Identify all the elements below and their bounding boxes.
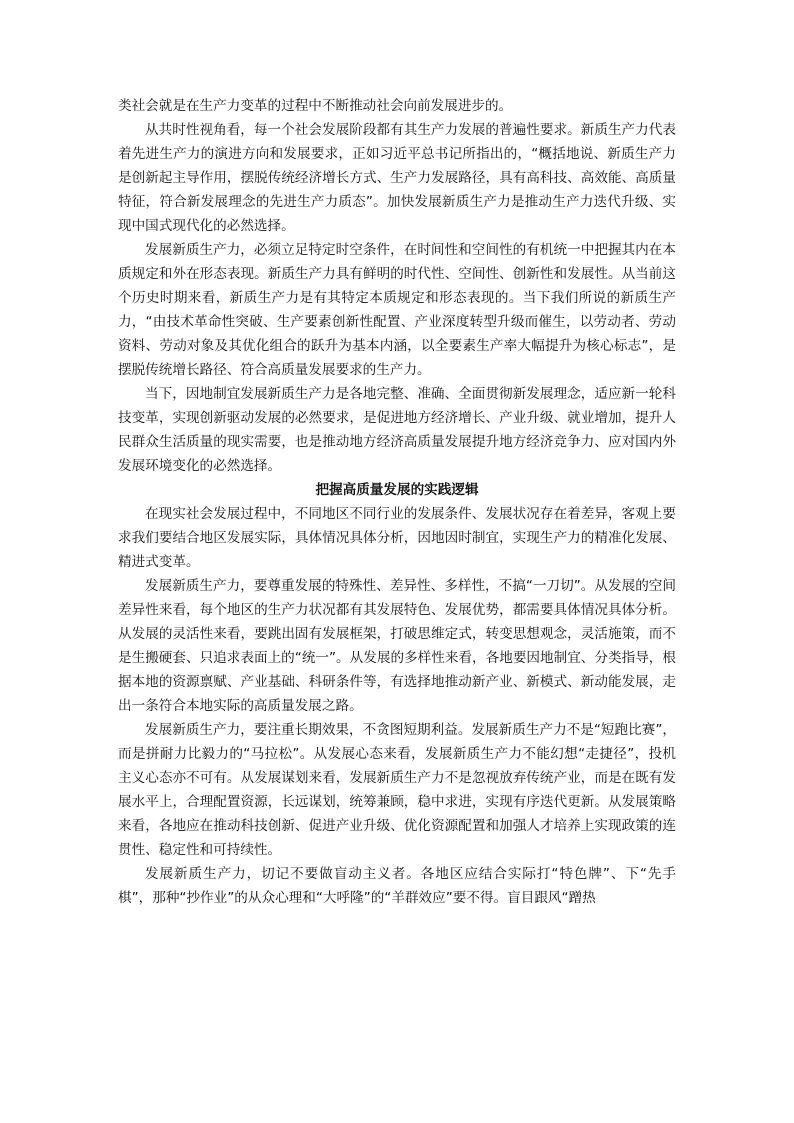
paragraph: 当下，因地制宜发展新质生产力是各地完整、准确、全面贯彻新发展理念，适应新一轮科技变革，实现创新驱动发展的必然要求，是促进地方经济增长、产业升级、就业增加，提升人民群众生活质量的现实需要，也是推动地方经济高质量发展提升地方经济竞争力、应对国内外发展环境变化的必然选择。 (118, 386, 676, 474)
paragraph-continuation: 类社会就是在生产力变革的过程中不断推动社会向前发展进步的。 (118, 98, 513, 114)
section-heading: 把握高质量发展的实践逻辑 (315, 482, 479, 498)
paragraph: 从共时性视角看，每一个社会发展阶段都有其生产力发展的普遍性要求。新质生产力代表着先进生产力的演进方向和发展要求，正如习近平总书记所指出的，“概括地说、新质生产力是创新起主导作用，摆脱传统经济增长方式、生产力发展路径，具有高科技、高效能、高质量特征，符合新发展理念的先进生产力质态”。加快发展新质生产力是推动生产力迭代升级、实现中国式现代化的必然选择。 (118, 122, 676, 234)
document-page (118, 94, 676, 910)
paragraph: 在现实社会发展过程中，不同地区不同行业的发展条件、发展状况存在着差异，客观上要求我们要结合地区发展实际，具体情况具体分析，因地因时制宜，实现生产力的精准化发展、精进式变革。 (118, 506, 676, 570)
paragraph: 发展新质生产力，要尊重发展的特殊性、差异性、多样性，不搞“一刀切”。从发展的空间差异性来看，每个地区的生产力状况都有其发展特色、发展优势，都需要具体情况具体分析。从发展的灵活性来看，要跳出固有发展框架，打破思维定式，转变思想观念，灵活施策，而不是生搬硬套、只追求表面上的“统一”。从发展的多样性来看，各地要因地制宜、分类指导，根据本地的资源禀赋、产业基础、科研条件等，有选择地推动新产业、新模式、新动能发展，走出一条符合本地实际的高质量发展之路。 (118, 578, 676, 714)
paragraph: 发展新质生产力，要注重长期效果，不贪图短期利益。发展新质生产力不是“短跑比赛”，而是拼耐力比毅力的“马拉松”。从发展心态来看，发展新质生产力不能幻想“走捷径”，投机主义心态亦不可有。从发展谋划来看，发展新质生产力不是忽视放弃传统产业，而是在既有发展水平上，合理配置资源，长远谋划，统筹兼顾，稳中求进，实现有序迭代更新。从发展策略来看，各地应在推动科技创新、促进产业升级、优化资源配置和加强人才培养上实现政策的连贯性、稳定性和可持续性。 (118, 722, 676, 858)
paragraph: 发展新质生产力，切记不要做盲动主义者。各地区应结合实际打“特色牌”、下“先手棋”，那种“抄作业”的从众心理和“大呼隆”的“羊群效应”要不得。盲目跟风“蹭热 (118, 866, 676, 906)
paragraph: 发展新质生产力，必须立足特定时空条件，在时间性和空间性的有机统一中把握其内在本质规定和外在形态表现。新质生产力具有鲜明的时代性、空间性、创新性和发展性。从当前这个历史时期来看，新质生产力是有其特定本质规定和形态表现的。当下我们所说的新质生产力，“由技术革命性突破、生产要素创新性配置、产业深度转型升级而催生，以劳动者、劳动资料、劳动对象及其优化组合的跃升为基本内涵，以全要素生产率大幅提升为核心标志”，是摆脱传统增长路径、符合高质量发展要求的生产力。 (118, 242, 676, 378)
